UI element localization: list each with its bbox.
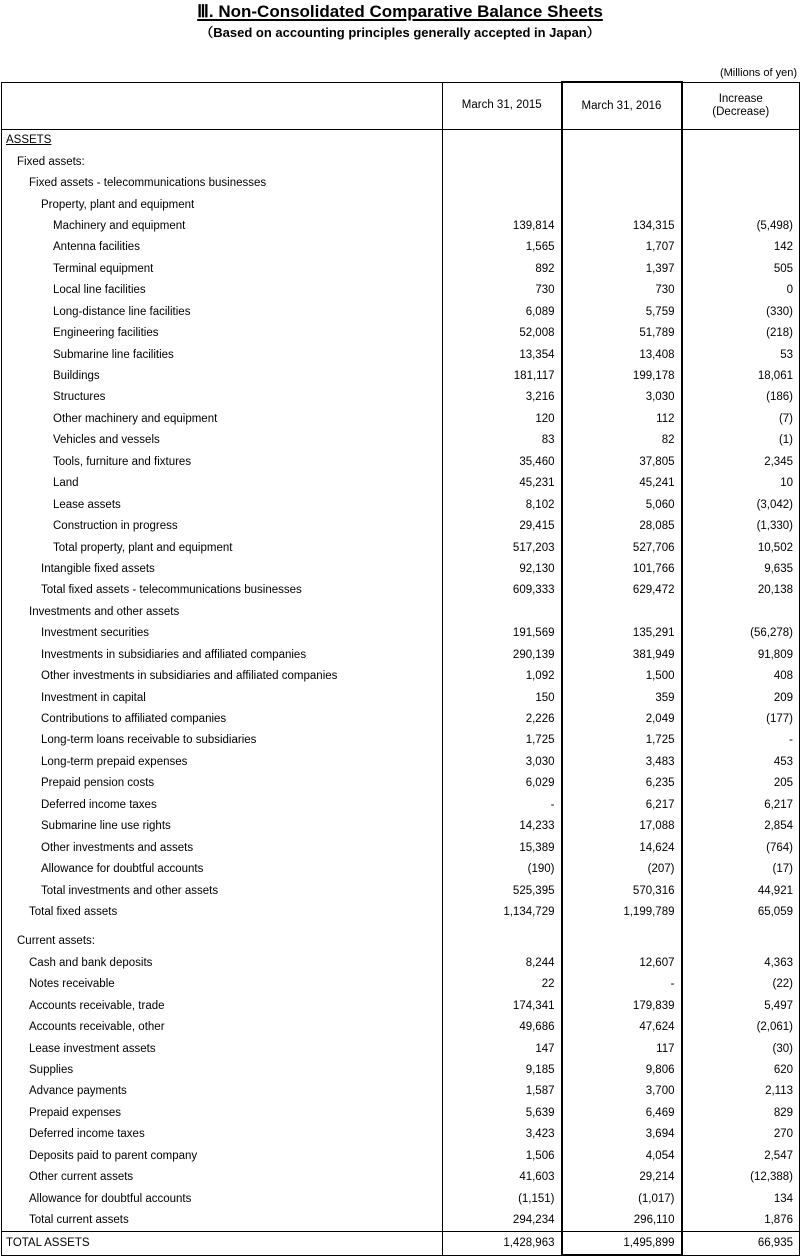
value-2015: 147: [443, 1038, 562, 1059]
value-2015: 517,203: [443, 537, 562, 558]
value-change: (7): [682, 409, 800, 430]
value-2015: 5,639: [443, 1103, 562, 1124]
value-2015: 1,587: [443, 1081, 562, 1102]
value-2016: 37,805: [562, 452, 682, 473]
table-row: [2, 580, 800, 601]
value-2015: 3,216: [443, 387, 562, 408]
row-label: Machinery and equipment: [2, 216, 443, 237]
table-row: [2, 730, 800, 751]
value-2015: [443, 130, 562, 152]
row-label: Structures: [2, 387, 443, 408]
row-label: Accounts receivable, other: [2, 1017, 443, 1038]
value-2015: 83: [443, 430, 562, 451]
value-change: 829: [682, 1103, 800, 1124]
value-2015: (190): [443, 859, 562, 880]
row-label: Deferred income taxes: [2, 795, 443, 816]
row-label: Total current assets: [2, 1210, 443, 1232]
table-row: [2, 130, 800, 152]
value-2015: 191,569: [443, 623, 562, 644]
table-row: [2, 280, 800, 301]
value-2016: [562, 931, 682, 952]
value-2015: 45,231: [443, 473, 562, 494]
table-row: [2, 953, 800, 974]
value-2016: 1,725: [562, 730, 682, 751]
row-label: Lease investment assets: [2, 1038, 443, 1059]
value-2016: 4,054: [562, 1146, 682, 1167]
value-2016: 135,291: [562, 623, 682, 644]
value-change: (764): [682, 837, 800, 858]
table-row: [2, 795, 800, 816]
row-label: Allowance for doubtful accounts: [2, 1188, 443, 1209]
value-change: 620: [682, 1060, 800, 1081]
row-label: Cash and bank deposits: [2, 953, 443, 974]
table-row: [2, 996, 800, 1017]
row-label: Tools, furniture and fixtures: [2, 452, 443, 473]
value-2016: 28,085: [562, 516, 682, 537]
row-label: Total investments and other assets: [2, 880, 443, 901]
value-2015: 29,415: [443, 516, 562, 537]
table-row: [2, 773, 800, 794]
table-row: [2, 259, 800, 280]
table-row: [2, 494, 800, 515]
value-2016: [562, 194, 682, 215]
value-change: 0: [682, 280, 800, 301]
value-2016: 6,469: [562, 1103, 682, 1124]
value-2015: 13,354: [443, 344, 562, 365]
value-2015: 609,333: [443, 580, 562, 601]
row-label: Other investments and assets: [2, 837, 443, 858]
value-2016: [562, 151, 682, 172]
value-2015: 1,565: [443, 237, 562, 258]
value-change: (12,388): [682, 1167, 800, 1188]
table-row: [2, 194, 800, 215]
row-label: Buildings: [2, 366, 443, 387]
value-2016: (1,017): [562, 1188, 682, 1209]
value-change: 91,809: [682, 645, 800, 666]
value-2015: 120: [443, 409, 562, 430]
value-2016: [562, 130, 682, 152]
value-2016: 629,472: [562, 580, 682, 601]
row-label: Submarine line use rights: [2, 816, 443, 837]
value-change: (30): [682, 1038, 800, 1059]
value-change: [682, 151, 800, 172]
row-label: Construction in progress: [2, 516, 443, 537]
value-2016: 13,408: [562, 344, 682, 365]
total-assets-row: [2, 1232, 800, 1256]
table-row: [2, 1188, 800, 1209]
table-row: [2, 323, 800, 344]
value-2015: 1,725: [443, 730, 562, 751]
value-change: 53: [682, 344, 800, 365]
value-2016: 3,483: [562, 752, 682, 773]
value-change: 134: [682, 1188, 800, 1209]
table-row: [2, 366, 800, 387]
value-change: (56,278): [682, 623, 800, 644]
value-change: (17): [682, 859, 800, 880]
value-2015: 1,092: [443, 666, 562, 687]
total-label: TOTAL ASSETS: [2, 1232, 443, 1256]
table-row: [2, 602, 800, 623]
table-row: [2, 816, 800, 837]
value-2015: [443, 173, 562, 194]
value-2016: 359: [562, 687, 682, 708]
value-change: 10: [682, 473, 800, 494]
value-2015: 525,395: [443, 880, 562, 901]
value-2015: 3,030: [443, 752, 562, 773]
value-2015: 139,814: [443, 216, 562, 237]
value-2016: [562, 923, 682, 931]
value-2015: 6,089: [443, 302, 562, 323]
row-label: Fixed assets:: [2, 151, 443, 172]
row-label: Submarine line facilities: [2, 344, 443, 365]
value-change: 6,217: [682, 795, 800, 816]
table-row: [2, 1167, 800, 1188]
table-row: [2, 645, 800, 666]
value-2016: 1,707: [562, 237, 682, 258]
value-change: 10,502: [682, 537, 800, 558]
value-2015: [443, 931, 562, 952]
table-row: [2, 1103, 800, 1124]
total-value-change: 66,935: [682, 1232, 800, 1256]
row-label: Allowance for doubtful accounts: [2, 859, 443, 880]
table-row: [2, 923, 800, 931]
table-row: [2, 430, 800, 451]
table-row: [2, 1124, 800, 1145]
row-label: Investment in capital: [2, 687, 443, 708]
table-row: [2, 1081, 800, 1102]
row-label: Advance payments: [2, 1081, 443, 1102]
row-label: Total fixed assets - telecommunications businesses: [2, 580, 443, 601]
value-2016: 6,235: [562, 773, 682, 794]
value-change: 453: [682, 752, 800, 773]
value-2016: 12,607: [562, 953, 682, 974]
value-change: 2,113: [682, 1081, 800, 1102]
value-2015: 92,130: [443, 559, 562, 580]
value-change: (1,330): [682, 516, 800, 537]
row-label: Deposits paid to parent company: [2, 1146, 443, 1167]
value-change: (22): [682, 974, 800, 995]
value-change: 505: [682, 259, 800, 280]
row-label: Accounts receivable, trade: [2, 996, 443, 1017]
table-row: [2, 859, 800, 880]
header-march-2015: March 31, 2015: [443, 82, 562, 130]
table-row: [2, 173, 800, 194]
value-2015: 49,686: [443, 1017, 562, 1038]
value-2015: 52,008: [443, 323, 562, 344]
value-change: (330): [682, 302, 800, 323]
value-2016: 3,030: [562, 387, 682, 408]
value-2015: 22: [443, 974, 562, 995]
row-label: Total fixed assets: [2, 902, 443, 923]
table-row: [2, 1210, 800, 1232]
value-2016: 1,199,789: [562, 902, 682, 923]
value-change: [682, 602, 800, 623]
row-label: Prepaid expenses: [2, 1103, 443, 1124]
table-row: [2, 409, 800, 430]
table-row: [2, 974, 800, 995]
row-label: Terminal equipment: [2, 259, 443, 280]
value-2015: [443, 602, 562, 623]
value-2015: [443, 194, 562, 215]
value-2015: 8,102: [443, 494, 562, 515]
value-2016: 9,806: [562, 1060, 682, 1081]
row-label: Supplies: [2, 1060, 443, 1081]
row-label: Land: [2, 473, 443, 494]
table-row: [2, 516, 800, 537]
page-subtitle: （Based on accounting principles generally accepted in Japan）: [200, 25, 600, 40]
row-label: Investments and other assets: [2, 602, 443, 623]
header-march-2016: March 31, 2016: [562, 82, 682, 130]
value-change: 18,061: [682, 366, 800, 387]
value-2016: 6,217: [562, 795, 682, 816]
value-2016: -: [562, 974, 682, 995]
value-2016: 101,766: [562, 559, 682, 580]
value-2015: -: [443, 795, 562, 816]
value-change: -: [682, 730, 800, 751]
total-value-2015: 1,428,963: [443, 1232, 562, 1256]
value-2016: 1,397: [562, 259, 682, 280]
value-2015: 1,506: [443, 1146, 562, 1167]
balance-sheet-table: [1, 81, 800, 1256]
total-value-2016: 1,495,899: [562, 1232, 682, 1256]
row-label: Engineering facilities: [2, 323, 443, 344]
value-change: 142: [682, 237, 800, 258]
value-2015: 1,134,729: [443, 902, 562, 923]
value-2015: 6,029: [443, 773, 562, 794]
row-label: Vehicles and vessels: [2, 430, 443, 451]
value-change: 2,345: [682, 452, 800, 473]
value-2016: (207): [562, 859, 682, 880]
row-label: Contributions to affiliated companies: [2, 709, 443, 730]
table-body: [2, 130, 800, 1232]
value-2015: 181,117: [443, 366, 562, 387]
value-2015: 9,185: [443, 1060, 562, 1081]
value-2016: 730: [562, 280, 682, 301]
value-2016: 3,694: [562, 1124, 682, 1145]
table-row: [2, 302, 800, 323]
value-2016: 2,049: [562, 709, 682, 730]
row-label: [2, 923, 443, 931]
value-2016: 381,949: [562, 645, 682, 666]
row-label: Prepaid pension costs: [2, 773, 443, 794]
value-change: [682, 931, 800, 952]
value-2016: 3,700: [562, 1081, 682, 1102]
row-label: Other machinery and equipment: [2, 409, 443, 430]
table-row: [2, 473, 800, 494]
table-row: [2, 559, 800, 580]
value-2016: 199,178: [562, 366, 682, 387]
value-2015: 2,226: [443, 709, 562, 730]
value-2016: 5,060: [562, 494, 682, 515]
value-change: 5,497: [682, 996, 800, 1017]
row-label: Investments in subsidiaries and affiliated companies: [2, 645, 443, 666]
row-label: Long-distance line facilities: [2, 302, 443, 323]
value-2015: 3,423: [443, 1124, 562, 1145]
value-2016: 51,789: [562, 323, 682, 344]
value-change: (2,061): [682, 1017, 800, 1038]
value-change: 2,854: [682, 816, 800, 837]
table-row: [2, 931, 800, 952]
value-2016: 47,624: [562, 1017, 682, 1038]
value-2016: 1,500: [562, 666, 682, 687]
value-2015: 35,460: [443, 452, 562, 473]
value-2016: 134,315: [562, 216, 682, 237]
table-row: [2, 1060, 800, 1081]
value-2015: [443, 151, 562, 172]
row-label: Total property, plant and equipment: [2, 537, 443, 558]
row-label: Long-term prepaid expenses: [2, 752, 443, 773]
table-row: [2, 537, 800, 558]
value-2015: 150: [443, 687, 562, 708]
value-change: 205: [682, 773, 800, 794]
value-2015: 174,341: [443, 996, 562, 1017]
value-change: (218): [682, 323, 800, 344]
table-row: [2, 837, 800, 858]
value-change: 4,363: [682, 953, 800, 974]
table-row: [2, 151, 800, 172]
row-label: Antenna facilities: [2, 237, 443, 258]
page-title: Ⅲ. Non-Consolidated Comparative Balance Sheets: [197, 2, 603, 21]
row-label: Fixed assets - telecommunications businesses: [2, 173, 443, 194]
value-change: [682, 194, 800, 215]
value-change: 9,635: [682, 559, 800, 580]
row-label: Other current assets: [2, 1167, 443, 1188]
table-row: [2, 752, 800, 773]
header-increase: Increase (Decrease): [682, 82, 800, 130]
value-change: 44,921: [682, 880, 800, 901]
value-change: 1,876: [682, 1210, 800, 1232]
row-label: Lease assets: [2, 494, 443, 515]
row-label: ASSETS: [2, 130, 443, 152]
table-row: [2, 344, 800, 365]
table-row: [2, 902, 800, 923]
value-change: (177): [682, 709, 800, 730]
value-2016: 29,214: [562, 1167, 682, 1188]
table-row: [2, 216, 800, 237]
value-change: (1): [682, 430, 800, 451]
row-label: Intangible fixed assets: [2, 559, 443, 580]
value-2015: 41,603: [443, 1167, 562, 1188]
value-change: (5,498): [682, 216, 800, 237]
value-2015: 15,389: [443, 837, 562, 858]
value-2016: 179,839: [562, 996, 682, 1017]
value-2016: 296,110: [562, 1210, 682, 1232]
value-2016: 45,241: [562, 473, 682, 494]
value-2015: 290,139: [443, 645, 562, 666]
table-row: [2, 623, 800, 644]
value-2016: 570,316: [562, 880, 682, 901]
value-change: (3,042): [682, 494, 800, 515]
value-2016: 14,624: [562, 837, 682, 858]
row-label: Other investments in subsidiaries and affiliated companies: [2, 666, 443, 687]
value-2016: 82: [562, 430, 682, 451]
table-row: [2, 666, 800, 687]
value-2015: (1,151): [443, 1188, 562, 1209]
header-item: [2, 82, 443, 130]
row-label: Long-term loans receivable to subsidiaries: [2, 730, 443, 751]
value-2015: 892: [443, 259, 562, 280]
table-row: [2, 687, 800, 708]
value-change: 408: [682, 666, 800, 687]
header-row: [2, 82, 800, 130]
table-row: [2, 1038, 800, 1059]
value-2016: [562, 602, 682, 623]
value-2016: 5,759: [562, 302, 682, 323]
row-label: Deferred income taxes: [2, 1124, 443, 1145]
value-change: [682, 130, 800, 152]
value-change: 209: [682, 687, 800, 708]
value-2016: 17,088: [562, 816, 682, 837]
row-label: Property, plant and equipment: [2, 194, 443, 215]
value-2016: [562, 173, 682, 194]
row-label: Notes receivable: [2, 974, 443, 995]
table-row: [2, 880, 800, 901]
row-label: Investment securities: [2, 623, 443, 644]
table-row: [2, 452, 800, 473]
table-row: [2, 237, 800, 258]
row-label: Local line facilities: [2, 280, 443, 301]
value-2015: 730: [443, 280, 562, 301]
value-2016: 112: [562, 409, 682, 430]
value-2015: 14,233: [443, 816, 562, 837]
table-row: [2, 1146, 800, 1167]
value-2016: 527,706: [562, 537, 682, 558]
value-change: [682, 173, 800, 194]
value-change: 65,059: [682, 902, 800, 923]
value-2015: 294,234: [443, 1210, 562, 1232]
table-row: [2, 709, 800, 730]
value-change: 2,547: [682, 1146, 800, 1167]
table-row: [2, 387, 800, 408]
table-row: [2, 1017, 800, 1038]
value-2016: 117: [562, 1038, 682, 1059]
value-change: [682, 923, 800, 931]
value-change: 270: [682, 1124, 800, 1145]
value-2015: [443, 923, 562, 931]
value-change: 20,138: [682, 580, 800, 601]
row-label: Current assets:: [2, 931, 443, 952]
value-change: (186): [682, 387, 800, 408]
value-2015: 8,244: [443, 953, 562, 974]
units-note: (Millions of yen): [719, 67, 797, 79]
